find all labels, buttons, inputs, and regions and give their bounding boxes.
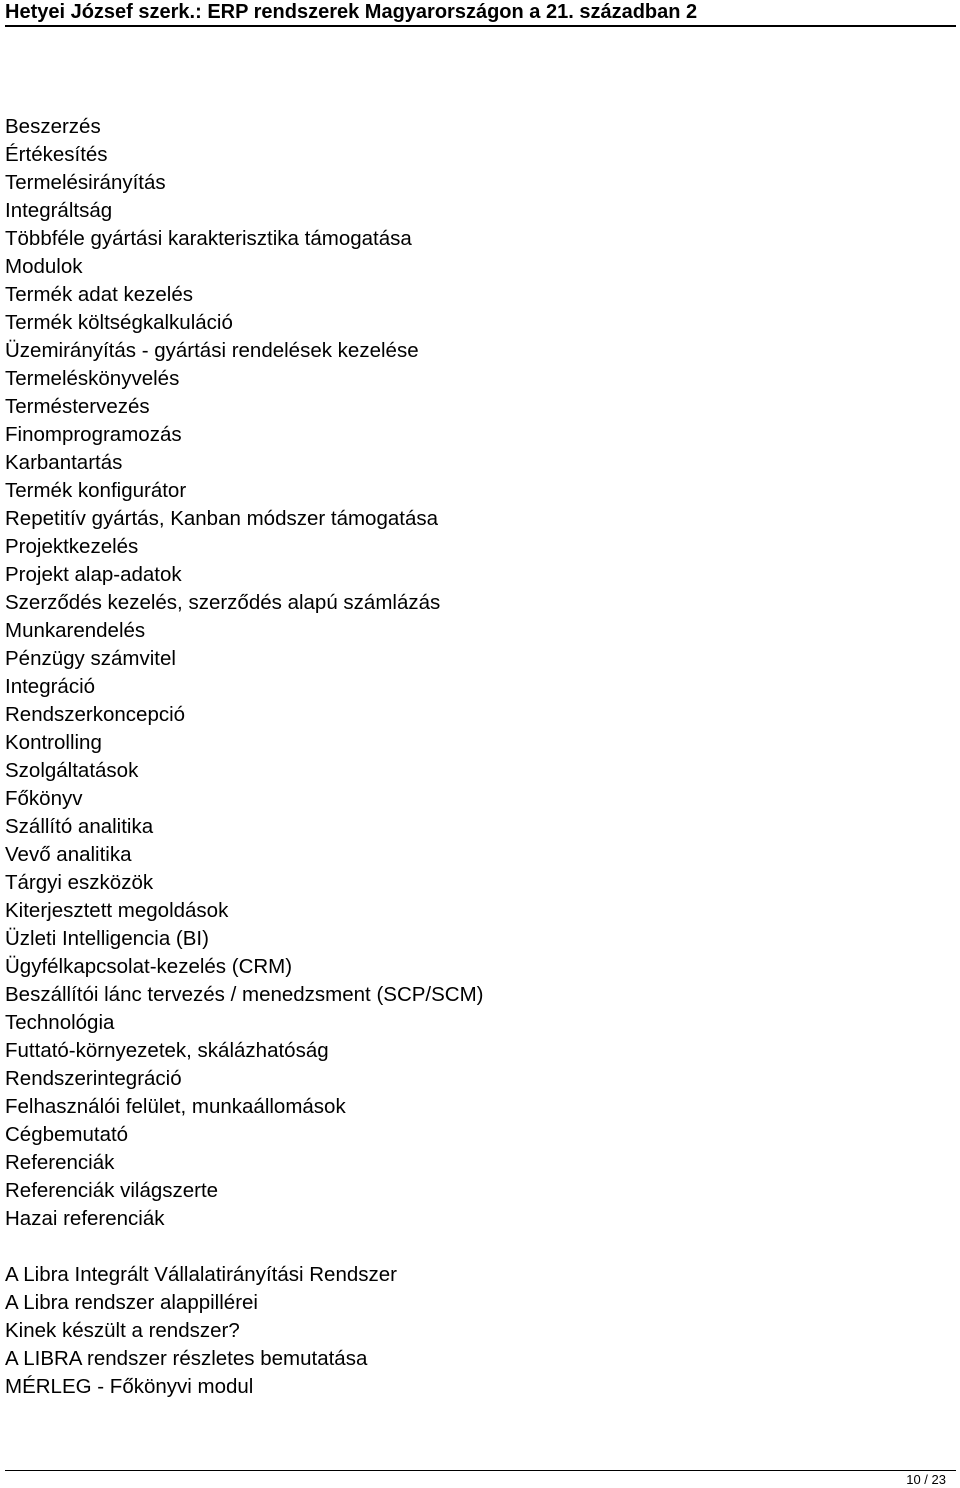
list-item: Terméstervezés	[5, 395, 150, 418]
list-item: Rendszerintegráció	[5, 1067, 182, 1090]
list-item: Üzemirányítás - gyártási rendelések kezelése	[5, 339, 419, 362]
list-item: A Libra rendszer alappillérei	[5, 1291, 258, 1314]
list-item: Üzleti Intelligencia (BI)	[5, 927, 209, 950]
list-item: Szolgáltatások	[5, 759, 139, 782]
list-item: Projektkezelés	[5, 535, 139, 558]
list-item: Értékesítés	[5, 143, 108, 166]
list-item: Vevő analitika	[5, 843, 132, 866]
list-item: Cégbemutató	[5, 1123, 129, 1146]
list-item: Kontrolling	[5, 731, 102, 754]
list-item: Rendszerkoncepció	[5, 703, 186, 726]
list-item: Termeléskönyvelés	[5, 367, 180, 390]
page-number: 10 / 23	[906, 1472, 946, 1487]
list-item: Kinek készült a rendszer?	[5, 1319, 240, 1342]
list-item: Integráltság	[5, 199, 113, 222]
list-item: Termelésirányítás	[5, 171, 166, 194]
footer-divider	[5, 1470, 956, 1471]
list-item: Referenciák	[5, 1151, 115, 1174]
list-item: Karbantartás	[5, 451, 123, 474]
list-item: Szerződés kezelés, szerződés alapú számlázás	[5, 591, 441, 614]
list-item: Felhasználói felület, munkaállomások	[5, 1095, 346, 1118]
list-item: MÉRLEG - Főkönyvi modul	[5, 1375, 254, 1398]
list-item: Repetitív gyártás, Kanban módszer támogatása	[5, 507, 439, 530]
page-header-title: Hetyei József szerk.: ERP rendszerek Magyarországon a 21. században 2	[5, 1, 698, 23]
list-item: Technológia	[5, 1011, 115, 1034]
list-item: Pénzügy számvitel	[5, 647, 176, 670]
header-divider	[5, 25, 956, 27]
contents-list	[5, 113, 484, 1233]
list-item: Termék adat kezelés	[5, 283, 194, 306]
list-item: Ügyfélkapcsolat-kezelés (CRM)	[5, 955, 293, 978]
list-item: Termék költségkalkuláció	[5, 311, 233, 334]
list-item: Tárgyi eszközök	[5, 871, 154, 894]
list-item: Szállító analitika	[5, 815, 154, 838]
libra-section-list	[5, 1261, 397, 1401]
list-item: Beszállítói lánc tervezés / menedzsment (SCP/SCM)	[5, 983, 484, 1006]
list-item: Kiterjesztett megoldások	[5, 899, 229, 922]
list-item: Termék konfigurátor	[5, 479, 187, 502]
list-item: Modulok	[5, 255, 83, 278]
list-item: Projekt alap-adatok	[5, 563, 182, 586]
list-item: Finomprogramozás	[5, 423, 182, 446]
list-item: Referenciák világszerte	[5, 1179, 219, 1202]
list-item: Többféle gyártási karakterisztika támogatása	[5, 227, 412, 250]
list-item: Integráció	[5, 675, 96, 698]
list-item: Hazai referenciák	[5, 1207, 165, 1230]
list-item: Beszerzés	[5, 115, 101, 138]
list-item: Futtató-környezetek, skálázhatóság	[5, 1039, 329, 1062]
list-item: A Libra Integrált Vállalatirányítási Rendszer	[5, 1263, 397, 1286]
list-item: Munkarendelés	[5, 619, 146, 642]
list-item: Főkönyv	[5, 787, 83, 810]
list-item: A LIBRA rendszer részletes bemutatása	[5, 1347, 368, 1370]
